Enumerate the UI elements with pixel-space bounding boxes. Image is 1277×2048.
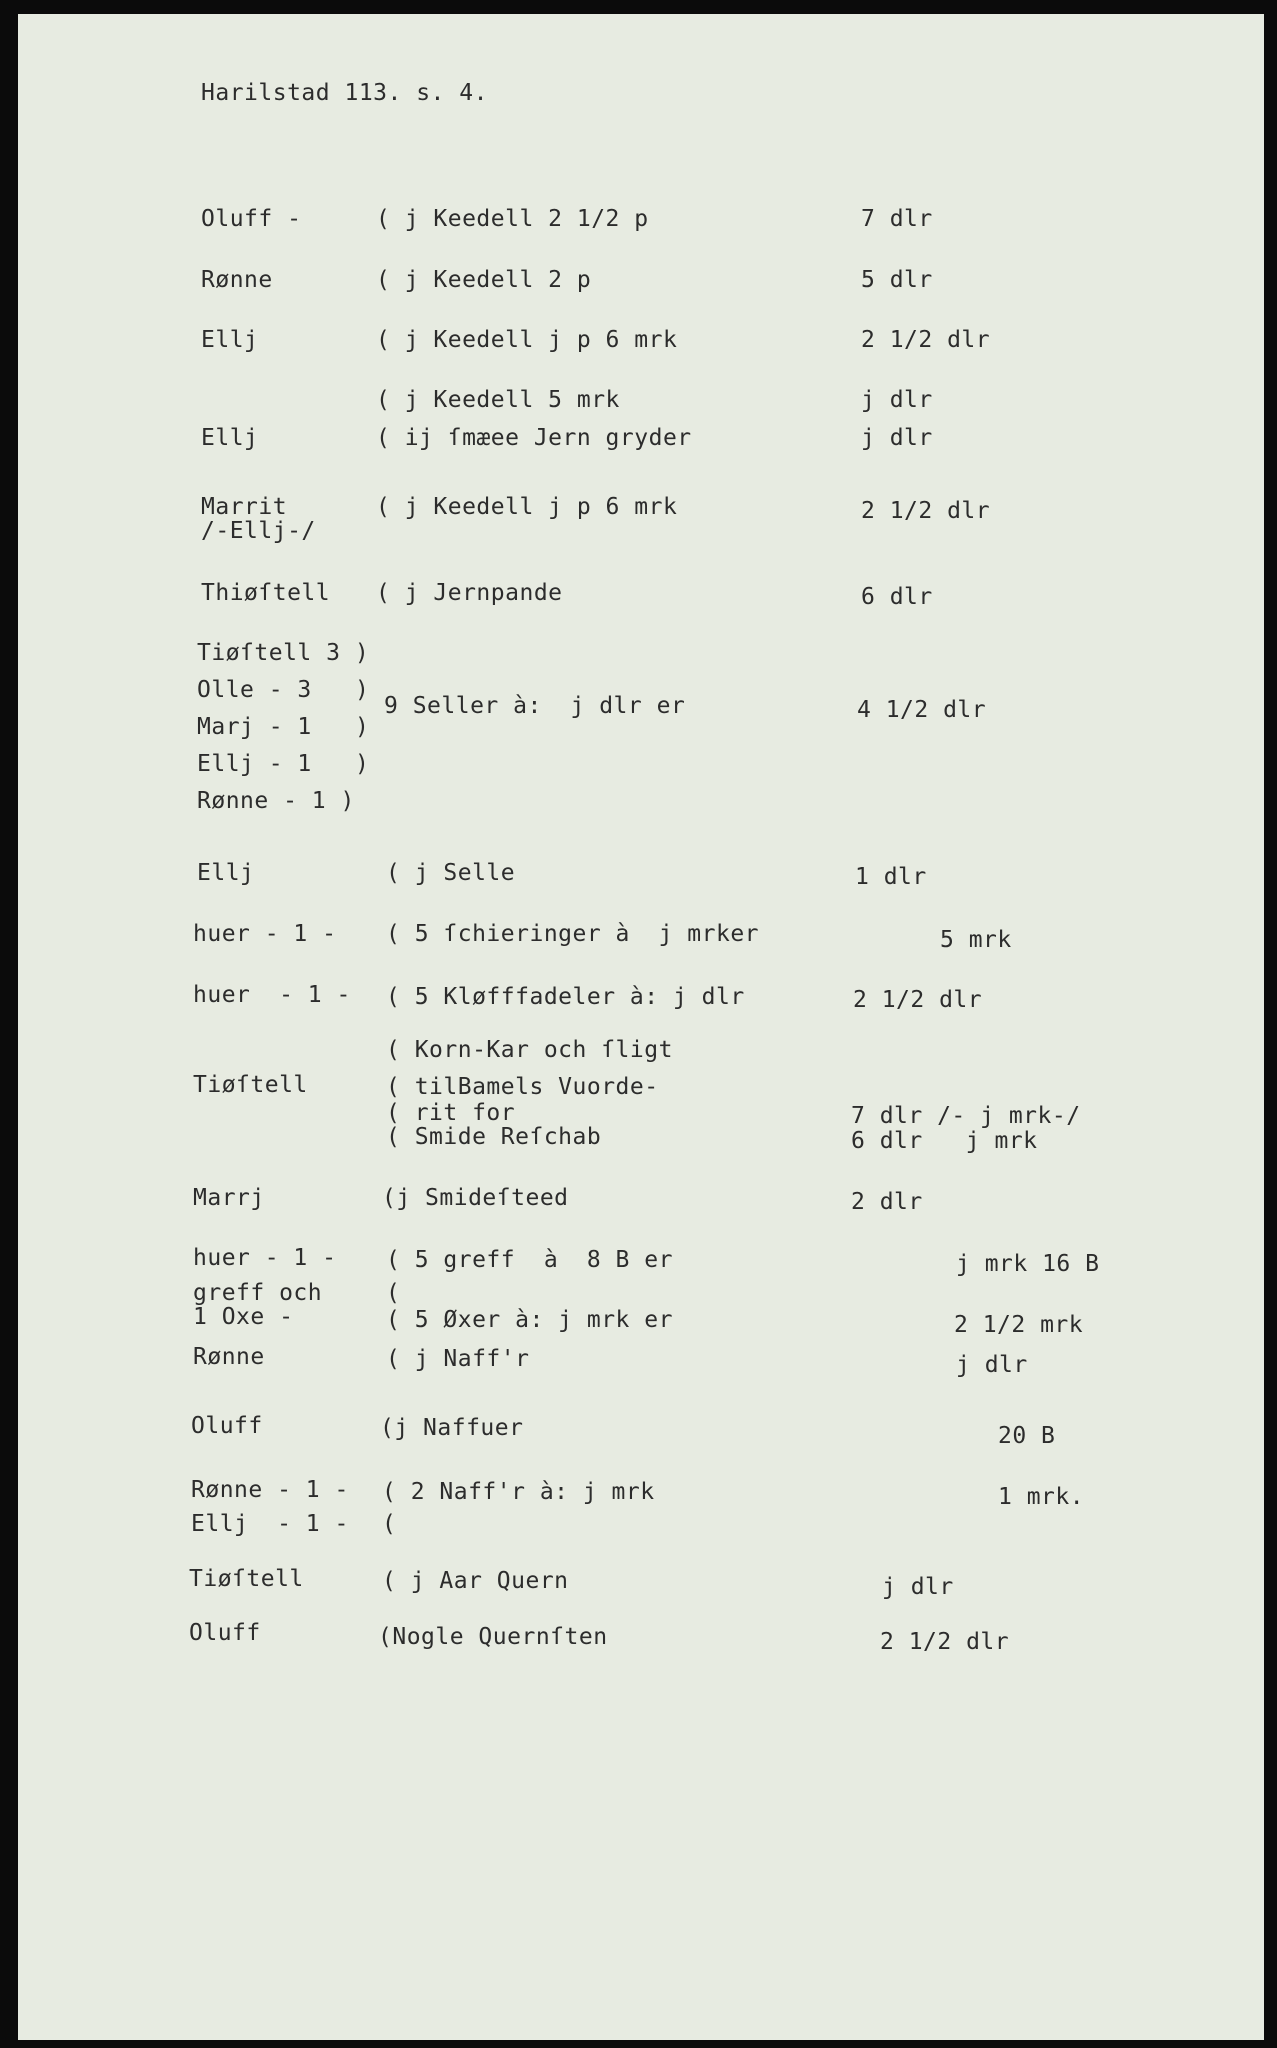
row-name: Marj - 1 [197,714,312,740]
row-value: 7 dlr /- j mrk-/ [851,1103,1081,1129]
row-name: Ellj - 1 - [191,1511,349,1537]
row-item: ( 5 Øxer à: j mrk er [386,1307,673,1333]
row-item: (j Smideſteed [382,1185,569,1211]
group-bracket: ) [355,677,370,703]
row-name: Rønne [201,267,273,293]
row-value: j dlr [861,387,933,413]
row-item: ( j Selle [386,860,516,886]
row-name: Thiøſtell [201,580,331,606]
row-name: Olle - 3 [197,677,312,703]
row-value: 1 dlr [855,864,927,890]
row-item: ( j Jernpande [376,580,563,606]
row-name: Ellj [201,425,259,451]
row-value: j dlr [956,1352,1028,1378]
row-name: Rønne - 1 ) [197,788,355,814]
row-value: j dlr [861,425,933,451]
row-item: ( tilBamels Vuorde- [386,1074,659,1100]
row-value: 7 dlr [861,206,933,232]
row-name: Oluff [189,1620,261,1646]
row-item: ( j Aar Quern [382,1568,569,1594]
row-item: ( 2 Naff'r à: j mrk [382,1479,655,1505]
row-value: 5 dlr [861,267,933,293]
row-value: 2 1/2 dlr [861,327,991,353]
row-name: Ellj [197,860,255,886]
row-name: 1 Oxe - [193,1304,294,1330]
row-value: 2 1/2 dlr [880,1629,1010,1655]
row-item: ( j Keedell j p 6 mrk [376,327,678,353]
row-name: Ellj - 1 [197,751,312,777]
row-value: 2 1/2 dlr [853,987,983,1013]
row-item: ( rit for [386,1100,516,1126]
row-name: Oluff - [201,206,302,232]
row-value: 5 mrk [940,927,1012,953]
row-name: Oluff [191,1413,263,1439]
row-item: ( j Keedell j p 6 mrk [376,494,678,520]
row-name: /-Ellj-/ [201,518,316,544]
row-item: ( ij ſmæee Jern gryder [376,425,692,451]
row-item: (Nogle Quernſten [378,1624,608,1650]
row-value: j mrk 16 B [956,1251,1100,1277]
row-name: Rønne - 1 - [191,1477,349,1503]
row-value: 4 1/2 dlr [857,697,987,723]
row-item: ( j Keedell 5 mrk [376,387,620,413]
row-item: ( [386,1280,401,1306]
row-name: Marrit [201,494,288,520]
row-item: ( 5 Kløfffadeler à: j dlr [386,984,745,1010]
row-item: ( j Keedell 2 1/2 p [376,206,649,232]
group-bracket: ) [355,751,370,777]
row-value: 1 mrk. [998,1484,1085,1510]
row-name: Tiøſtell 3 ) [197,640,370,666]
row-name: Marrj [193,1185,265,1211]
row-item: (j Naffuer [380,1415,524,1441]
group-bracket: ) [355,714,370,740]
row-name: greff och [193,1280,323,1306]
row-name: Tiøſtell [193,1072,308,1098]
row-item: ( Korn-Kar och ſligt [386,1037,673,1063]
row-value: 20 B [998,1423,1056,1449]
document-page [18,14,1264,2040]
page-title: Harilstad 113. s. 4. [201,80,488,106]
row-item: ( Smide Reſchab [386,1124,602,1150]
row-item: 9 Seller à: j dlr er [384,693,686,719]
row-item: ( 5 ſchieringer à j mrker [386,921,760,947]
row-value: 6 dlr [861,584,933,610]
row-value: 6 dlr j mrk [851,1128,1038,1154]
row-name: huer - 1 - [193,1245,337,1271]
row-value: 2 1/2 dlr [861,498,991,524]
row-name: Rønne [193,1344,265,1370]
row-value: 2 dlr [851,1189,923,1215]
row-item: ( [382,1511,397,1537]
row-name: Ellj [201,327,259,353]
row-value: j dlr [882,1574,954,1600]
row-value: 2 1/2 mrk [954,1312,1084,1338]
row-item: ( j Keedell 2 p [376,267,592,293]
row-item: ( 5 greff à 8 B er [386,1247,673,1273]
row-name: huer - 1 - [193,982,351,1008]
row-item: ( j Naff'r [386,1346,530,1372]
row-name: huer - 1 - [193,921,337,947]
row-name: Tiøſtell [189,1566,304,1592]
